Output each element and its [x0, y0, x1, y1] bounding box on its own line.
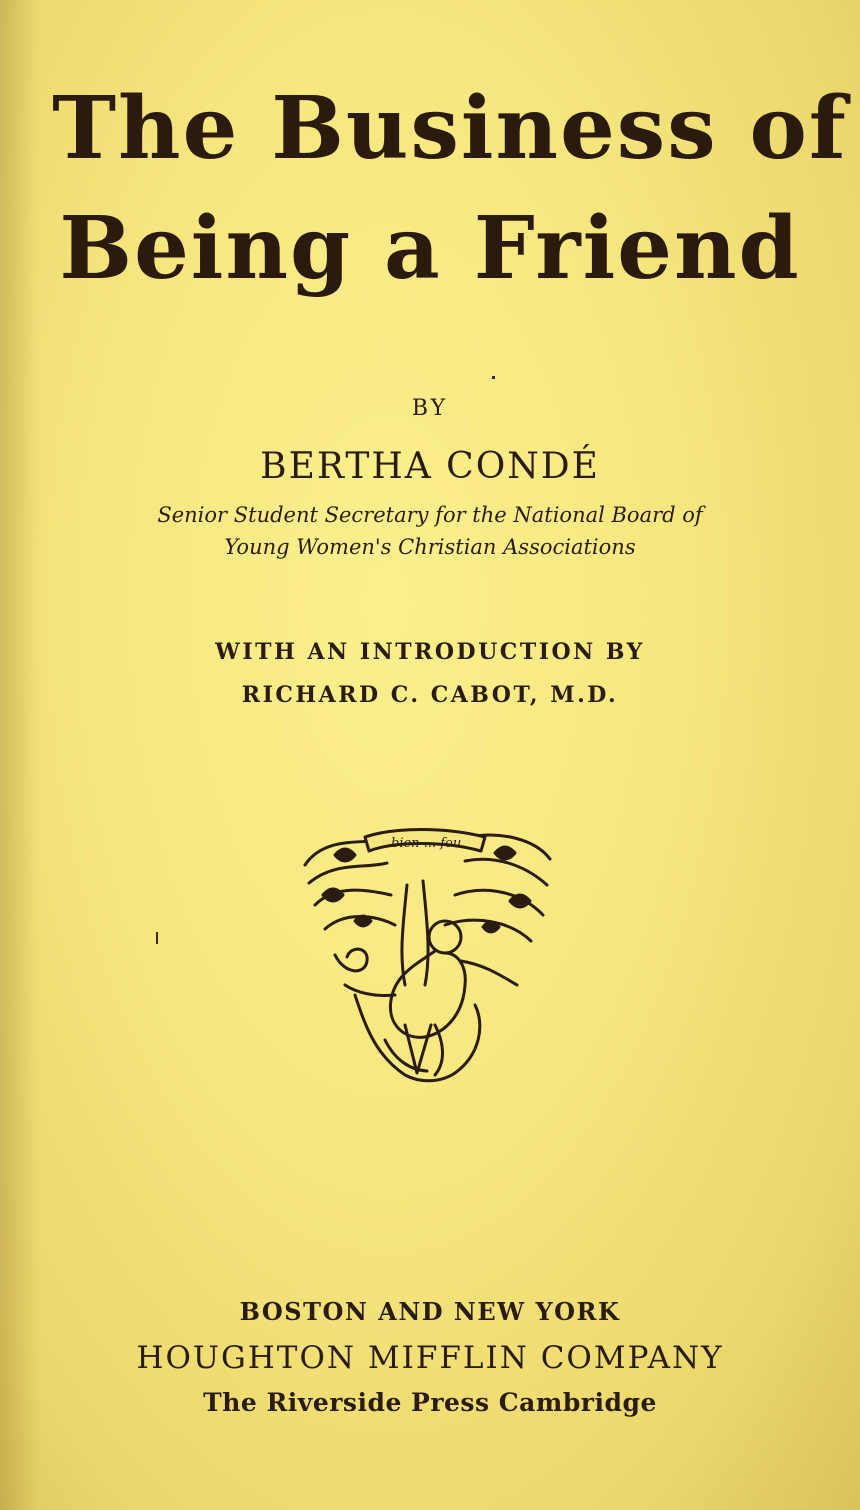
imprint-publisher: HOUGHTON MIFFLIN COMPANY — [136, 1340, 724, 1376]
author-affiliation-line-1: Senior Student Secretary for the National Board of — [157, 503, 703, 527]
title-line-2: Being a Friend — [59, 198, 801, 299]
byline: BY — [411, 396, 449, 421]
printers-device-illustration — [295, 825, 560, 1095]
introduction-line-1: WITH AN INTRODUCTION BY — [215, 639, 645, 665]
title-line-1: The Business of — [52, 78, 848, 179]
author-affiliation-line-2: Young Women's Christian Associations — [224, 535, 636, 559]
imprint-cities: BOSTON AND NEW YORK — [239, 1297, 621, 1326]
paper-speck — [156, 932, 158, 944]
imprint-press: The Riverside Press Cambridge — [203, 1388, 657, 1417]
paper-speck — [492, 376, 495, 379]
introduction-author: RICHARD C. CABOT, M.D. — [241, 682, 619, 708]
author-name: BERTHA CONDÉ — [260, 446, 600, 487]
printers-device-motto: bien ... fou — [391, 836, 462, 851]
